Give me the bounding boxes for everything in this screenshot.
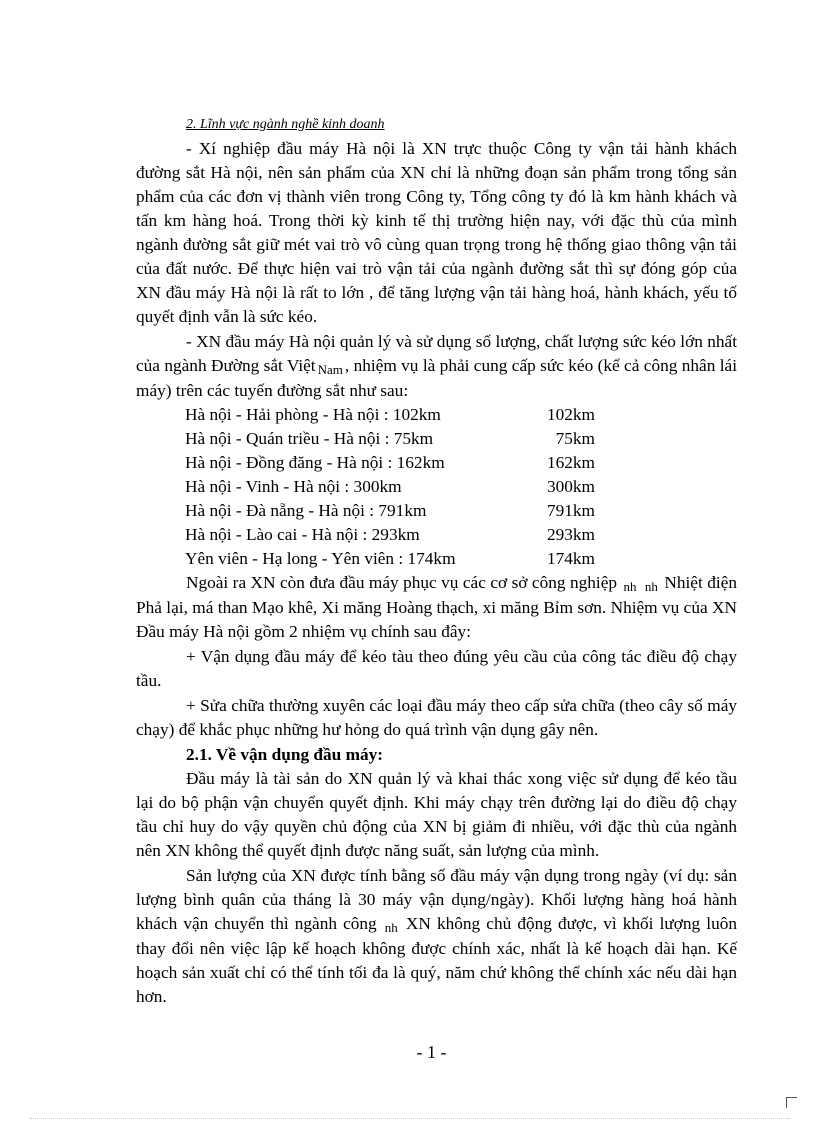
paragraph-traction-end: , nhiệm vụ là phải cung cấp sức kéo (kể cả công nhân lái máy) trên các tuyến đường sắt như sau: <box>136 356 737 400</box>
paragraph-traction-start: - XN đầu máy Hà nội quản lý và sử dụng số lượng, chất lượng sức kéo lớn nhất của ngành Đường sắt Việt <box>136 332 737 375</box>
subscript-fragment: nh <box>623 579 637 594</box>
body-text <box>136 137 737 1009</box>
paragraph-industry <box>136 571 737 644</box>
paragraph-output <box>136 864 737 1009</box>
route-distance: 75km <box>555 429 595 448</box>
paragraph-locomotive-use: Đầu máy là tài sản do XN quản lý và khai thác xong việc sử dụng để kéo tầu lại do bộ phận vận chuyển quyết định. Khi máy chạy trên đường lại do điều độ chạy tầu chỉ huy do vậy quyền chủ động của XN bị giảm đi nhiều, với đặc thù của ngành nên XN không thể quyết định được năng suất, sản lượng của mình. <box>136 769 737 860</box>
route-distance: 300km <box>546 477 595 496</box>
page-number: - 1 - <box>416 1042 447 1062</box>
paragraph-output-start: Sản lượng của XN được tính bằng số đầu máy vận dụng trong ngày (ví dụ: sản lượng bình quân của tháng là 30 máy vận dụng/ngày). Khối lượng hàng hoá hành khách vận chuyển thì ngành công <box>136 866 737 933</box>
paragraph-industry-start: Ngoài ra XN còn đưa đầu máy phục vụ các cơ sở công nghiệp <box>186 573 618 592</box>
paragraph-task-operate: + Vận dụng đầu máy để kéo tàu theo đúng yêu cầu của công tác điều độ chạy tầu. <box>136 647 737 690</box>
route-item <box>185 427 737 451</box>
subscript-fragment: Nam <box>317 362 343 377</box>
paragraph-task-repair: + Sửa chữa thường xuyên các loại đầu máy theo cấp sửa chữa (theo cây số máy chạy) để khắc phục những hư hỏng do quá trình vận dụng gây nên. <box>136 696 737 739</box>
subscript-fragment: nh <box>384 920 398 935</box>
route-name: Yên viên - Hạ long - Yên viên : 174km <box>185 549 456 568</box>
route-item <box>185 475 737 499</box>
route-name: Hà nội - Lào cai - Hà nội : 293km <box>185 525 420 544</box>
route-item <box>185 547 737 571</box>
route-name: Hà nội - Vinh - Hà nội : 300km <box>185 477 402 496</box>
paragraph-industry-end: Nhiệt điện Phả lại, má than Mạo khê, Xi măng Hoàng thạch, xi măng Bỉm sơn. Nhiệm vụ của XN Đầu máy Hà nội gồm 2 nhiệm vụ chính sau đây: <box>136 573 737 641</box>
route-list <box>185 403 737 571</box>
subsection-title: 2.1. Về vận dụng đầu máy: <box>186 745 384 764</box>
route-distance: 293km <box>546 525 595 544</box>
page-corner-mark <box>786 1097 797 1108</box>
route-name: Hà nội - Đà nẵng - Hà nội : 791km <box>185 501 427 520</box>
route-distance: 174km <box>546 549 595 568</box>
route-distance: 102km <box>546 405 595 424</box>
route-item <box>185 403 737 427</box>
page-bottom-rule <box>30 1118 790 1119</box>
route-distance: 791km <box>546 501 595 520</box>
subscript-fragment: nh <box>644 579 658 594</box>
paragraph-traction <box>136 330 737 403</box>
route-item <box>185 451 737 475</box>
route-name: Hà nội - Hải phòng - Hà nội : 102km <box>185 405 441 424</box>
paragraph-output-end: XN không chủ động được, vì khối lượng luôn thay đổi nên việc lập kế hoạch không được chính xác, nhất là kế hoạch dài hạn. Kế hoạch sản xuất chỉ có thể tính tối đa là quý, năm chứ không thể chính xác nếu dài hạn hơn. <box>136 914 737 1006</box>
route-item <box>185 523 737 547</box>
section-heading: 2. Lĩnh vực ngành nghề kinh doanh <box>186 117 385 132</box>
route-item <box>185 499 737 523</box>
route-distance: 162km <box>546 453 595 472</box>
route-name: Hà nội - Quán triều - Hà nội : 75km <box>185 429 434 448</box>
paragraph-intro: - Xí nghiệp đầu máy Hà nội là XN trực thuộc Công ty vận tải hành khách đường sắt Hà nội, nên sản phẩm của XN chỉ là những đoạn sản phẩm trong tổng sản phẩm của các đơn vị thành viên trong Công ty, Tổng công ty đó là km hành khách và tấn km hàng hoá. Trong thời kỳ kinh tế thị trường hiện nay, với đặc thù của mình ngành đường sắt giữ mét vai trò vô cùng quan trọng trong hệ thống giao thông vận tải của đất nước. Để thực hiện vai trò vận tải của ngành đường sắt thì sự đóng góp của XN đầu máy Hà nội là rất to lớn , để tăng lượng vận tải hàng hoá, hành khách, yếu tố quyết định vẫn là sức kéo. <box>136 139 737 326</box>
route-name: Hà nội - Đồng đăng - Hà nội : 162km <box>185 453 445 472</box>
